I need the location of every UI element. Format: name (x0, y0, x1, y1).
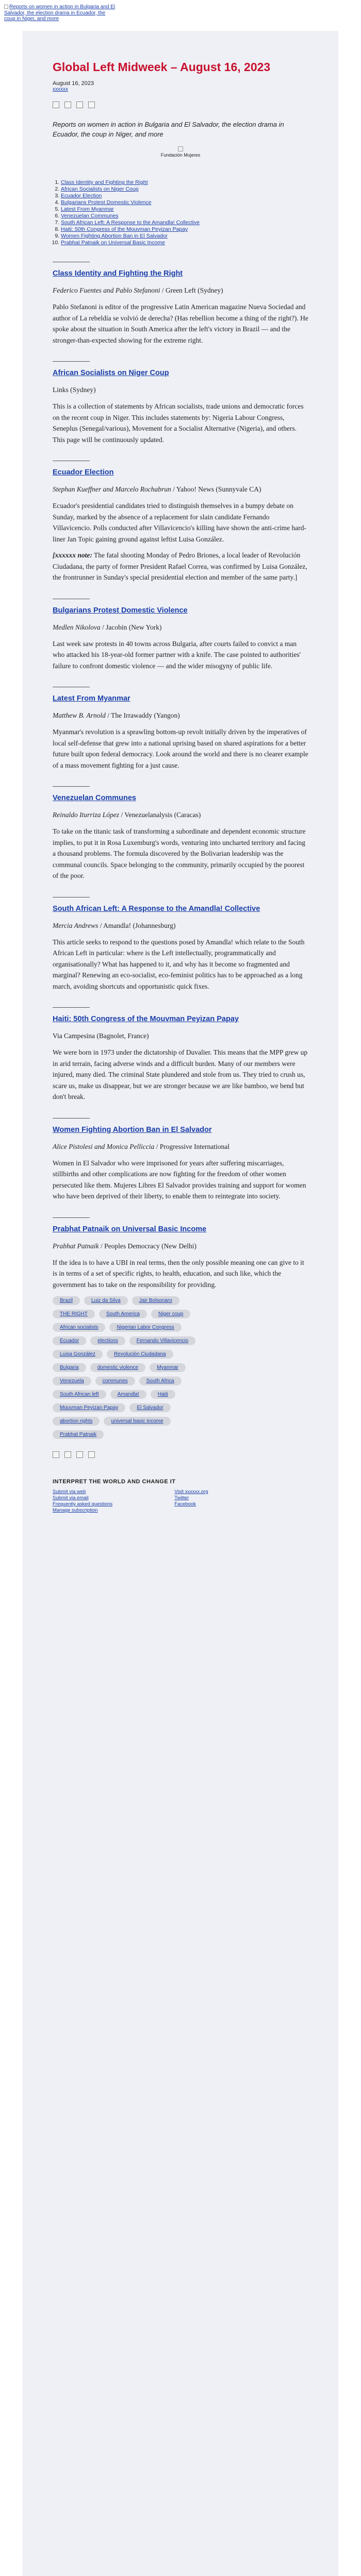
byline-source: / Peoples Democracy (New Delhi) (99, 1242, 196, 1250)
tag[interactable]: universal basic income (104, 1417, 170, 1426)
toc-link[interactable]: Women Fighting Abortion Ban in El Salvador (61, 233, 168, 239)
intro-text: Reports on women in action in Bulgaria and El Salvador, the election drama in Ecuador, the coup in Niger, and more (53, 121, 284, 138)
article-byline (53, 285, 308, 296)
tag[interactable]: communes (95, 1377, 135, 1385)
visit-site-link[interactable]: Visit xxxxxx.org (174, 1489, 208, 1495)
byline-source: / Venezuelanalysis (Caracas) (119, 811, 201, 819)
article (53, 599, 308, 672)
email-icon[interactable] (88, 1451, 95, 1458)
table-of-contents (53, 179, 308, 246)
article-body: If the idea is to have a UBI in real terms, then the only possible meaning one can give to it is in terms of a set of specific rights, to health, education, and such like, which the government has to take on the responsibility for providing. (53, 1258, 304, 1289)
featured-image (53, 146, 308, 158)
tag[interactable]: abortion rights (53, 1417, 100, 1426)
image-icon (178, 146, 183, 151)
article (53, 1007, 308, 1103)
tag[interactable]: Niger coup (151, 1310, 190, 1318)
article-title[interactable]: Women Fighting Abortion Ban in El Salvador (53, 1125, 212, 1134)
toc-link[interactable]: Class Identity and Fighting the Right (61, 179, 148, 185)
byline-source: / Yahoo! News (Sunnyvale CA) (171, 485, 261, 493)
article (53, 361, 308, 445)
article-body: To take on the titanic task of transforming a subordinate and dependent economic structure implies, to put it in Rosa Luxemburg's words, venturing into uncharted territory and facing a thousand problems. The formula discovered by the Bolivarian leadership was the communal councils. Space belonging to the community, primarily occupied by the poorest of the poor. (53, 827, 306, 879)
article (53, 786, 308, 882)
article-body: Women in El Salvador who were imprisoned for years after suffering miscarriages, stillbirths and other complications are now fighting for the freedom of other women persecuted like them. Mujeres Libres El Salvador provides training and support for women who have been deprived of their liberty, to enable them to reintegrate into society. (53, 1159, 306, 1200)
article (53, 262, 308, 346)
tag[interactable]: Mouvman Peyizan Papay (53, 1403, 125, 1412)
tag[interactable]: Myanmar (150, 1363, 186, 1372)
tag[interactable]: elections (90, 1336, 125, 1345)
tag[interactable]: Brazil (53, 1296, 80, 1305)
image-caption: Fundación Mujeres (160, 152, 201, 158)
email-icon[interactable] (88, 101, 95, 108)
article-title[interactable]: Bulgarians Protest Domestic Violence (53, 606, 188, 615)
article-body: We were born in 1973 under the dictatorship of Duvalier. This means that the MPP grew up in arid terrain, facing adverse winds and a difficult burden. Many of our members were injured, many died. The criminal State plundered and stole from us. They tried to crush us, scare us, make us disappear, but we are stronger because we are like bamboo, we bend but don't break. (53, 1048, 308, 1100)
toc-item (61, 233, 308, 240)
editor-note (53, 550, 308, 583)
article-body: Myanmar's revolution is a sprawling bottom-up revolt initially driven by the imperatives of local self-defense that grew into a national uprising based on shared aspirations for a better future built upon federal democracy. Look around the world and there is no clearer example of a mass movement fighting for a just cause. (53, 728, 308, 769)
byline-authors: Matthew B. Arnold (53, 711, 106, 719)
manage-subscription-link[interactable]: Manage subscription (53, 1507, 98, 1513)
toc-link[interactable]: Prabhat Patnaik on Universal Basic Income (61, 240, 165, 246)
publisher-link[interactable]: xxxxxx (53, 87, 68, 92)
article-byline (53, 384, 308, 396)
twitter-icon[interactable] (64, 1451, 71, 1458)
byline-authors: Federico Fuentes and Pablo Stefanoni (53, 286, 160, 294)
byline-source: / The Irrawaddy (Yangon) (105, 711, 180, 719)
submit-email-link[interactable]: Submit via email (53, 1495, 89, 1501)
social-share-top (53, 101, 308, 108)
tag[interactable]: Bulgaria (53, 1363, 86, 1372)
article-byline (53, 1241, 308, 1252)
byline-source: / Green Left (Sydney) (160, 286, 223, 294)
divider (53, 1007, 90, 1008)
toc-item (61, 206, 308, 213)
divider (53, 361, 90, 362)
page-title: Global Left Midweek – August 16, 2023 (53, 60, 271, 74)
footer-right-column (174, 1489, 208, 1514)
tag[interactable]: Nigerian Labor Congress (109, 1323, 181, 1332)
footer-links (53, 1489, 308, 1514)
byline-authors: Medlen Nikolova (53, 623, 101, 631)
issue-date: August 16, 2023 (53, 80, 94, 87)
byline-source: / Progressive International (154, 1142, 230, 1150)
tag[interactable]: South America (99, 1310, 147, 1318)
toc-item (61, 213, 308, 219)
linkedin-icon[interactable] (76, 1451, 83, 1458)
article-byline (53, 1141, 308, 1153)
facebook-icon[interactable] (53, 1451, 59, 1458)
tag[interactable]: Haiti (151, 1390, 175, 1399)
article-title[interactable]: Haiti: 50th Congress of the Mouvman Peyizan Papay (53, 1015, 239, 1023)
article-title[interactable]: Latest From Myanmar (53, 694, 130, 703)
tag[interactable]: THE RIGHT (53, 1310, 95, 1318)
toc-link[interactable]: Bulgarians Protest Domestic Violence (61, 199, 152, 206)
toc-item (61, 240, 308, 246)
byline-source: Links (Sydney) (53, 386, 96, 394)
tag[interactable]: South African left (53, 1390, 106, 1399)
article-title[interactable]: Ecuador Election (53, 468, 114, 477)
article-byline (53, 622, 308, 633)
tag[interactable]: Luisa González (53, 1350, 103, 1359)
tag[interactable]: African socialists (53, 1323, 105, 1332)
note-text: The fatal shooting Monday of Pedro Briones, a local leader of Revolución Ciudadana, the party of former President Rafael Correa, was confirmed by Luisa González, the frontrunner in Sunday's special presidential election and member of the same party.] (53, 551, 307, 581)
tag[interactable]: Prabhat Patnaik (53, 1430, 104, 1439)
toc-item (61, 193, 308, 199)
twitter-icon[interactable] (64, 101, 71, 108)
article-body: This is a collection of statements by African socialists, trade unions and democratic forces on the recent coup in Niger. This includes statements by: Nigeria Labour Congress, Seneplus (Senegal/various), Movement for a Socialist Alternative (Nigeria), and others. This page will be continuously updated. (53, 402, 304, 444)
facebook-icon[interactable] (53, 101, 59, 108)
toc-item (61, 179, 308, 186)
byline-source: / Jacobin (New York) (100, 623, 162, 631)
article-body: Last week saw protests in 40 towns across Bulgaria, after courts failed to convict a man who attacked his 18-year-old former partner with a knife. The case pointed to authorities' failure to confront domestic violence — and the wider misogyny of public life. (53, 639, 301, 670)
byline-source: Via Campesina (Bagnolet, France) (53, 1032, 149, 1040)
twitter-link[interactable]: Twitter (174, 1495, 189, 1501)
faq-link[interactable]: Frequently asked questions (53, 1501, 113, 1507)
article (53, 1118, 308, 1202)
newsletter-body (23, 31, 338, 2576)
toc-link[interactable]: African Socialists on Niger Coup (61, 186, 139, 192)
toc-link[interactable]: Ecuador Election (61, 193, 102, 199)
article (53, 1217, 308, 1291)
article-title[interactable]: Prabhat Patnaik on Universal Basic Income (53, 1225, 207, 1233)
toc-item (61, 219, 308, 226)
tag-list (53, 1296, 207, 1439)
divider (53, 1217, 90, 1218)
social-share-bottom (53, 1451, 308, 1458)
byline-authors: Reinaldo Iturriza López (53, 811, 120, 819)
article-byline (53, 710, 308, 721)
tag[interactable]: Jair Bolsonaro (132, 1296, 179, 1305)
tag[interactable]: South Africa (139, 1377, 182, 1385)
tag[interactable]: domestic violence (90, 1363, 145, 1372)
toc-link[interactable]: Venezuelan Communes (61, 213, 119, 219)
tag[interactable]: El Salvador (129, 1403, 170, 1412)
byline-authors: Mercia Andrews (53, 921, 99, 929)
footer (53, 1479, 308, 1514)
article-body: Pablo Stefanoni is editor of the progressive Latin American magazine Nueva Sociedad and author of La rebeldía se volvió de derecha? (Has rebellion become a thing of the right?). He spoke about the situation in South America after the left's victory in Brazil — and the stronger-than-expected showing for the extreme right. (53, 303, 308, 344)
toc-item (61, 186, 308, 193)
footer-title: INTERPRET THE WORLD AND CHANGE IT (53, 1479, 176, 1485)
byline-authors: Stephan Kueffner and Marcelo Rochabrun (53, 485, 171, 493)
tag[interactable]: Luiz da Silva (84, 1296, 128, 1305)
article-title[interactable]: African Socialists on Niger Coup (53, 369, 169, 377)
tag[interactable]: Amandla! (110, 1390, 146, 1399)
article-body: Ecuador's presidential candidates tried to distinguish themselves in a bumpy debate on Sunday, marked by the absence of a replacement for slain candidate Fernando Villavicencio. Polls conducted after Villavicencio's killing have shown the anti-crime hard-liner Jan Topic gaining ground against leftist Luisa González. (53, 502, 307, 543)
footer-left-column (53, 1489, 112, 1514)
article-byline (53, 809, 308, 821)
article (53, 687, 308, 771)
tag[interactable]: Venezuela (53, 1377, 91, 1385)
note-label: [xxxxxx note: (53, 551, 92, 559)
tag[interactable]: Revolución Ciudadana (107, 1350, 173, 1359)
article-title[interactable]: Class Identity and Fighting the Right (53, 269, 183, 278)
article-title[interactable]: South African Left: A Response to the Amandla! Collective (53, 904, 260, 913)
facebook-link[interactable]: Facebook (174, 1501, 196, 1507)
article-byline (53, 920, 308, 931)
article-body: This article seeks to respond to the questions posed by Amandla! which relate to the South African Left in particular: where is the Left intellectually, programmatically and organisationally? What has happened to it, and why has it become so fragmented and marginal? Renewing an eco-socialist, eco-feminist politics has to be approached as a long march, avoiding shortcuts and opportunistic quick fixes. (53, 938, 305, 990)
tag[interactable]: Fernando Villavicencio (129, 1336, 195, 1345)
toc-link[interactable]: Latest From Myanmar (61, 206, 114, 212)
article-byline (53, 1030, 308, 1042)
article (53, 461, 308, 583)
toc-link[interactable]: Haiti: 50th Congress of the Mouvman Peyizan Papay (61, 226, 188, 232)
divider (53, 786, 90, 787)
byline-authors: Alice Pistolesi and Monica Pelliccia (53, 1142, 155, 1150)
broken-image-icon (4, 5, 8, 9)
byline-authors: Prabhat Patnaik (53, 1242, 99, 1250)
toc-link[interactable]: South African Left: A Response to the Amandla! Collective (61, 219, 200, 226)
article (53, 897, 308, 992)
byline-source: / Amandla! (Johannesburg) (98, 921, 176, 929)
toc-item (61, 226, 308, 233)
toc-item (61, 199, 308, 206)
article-byline (53, 484, 308, 495)
header-image-alt[interactable]: Reports on women in action in Bulgaria and El Salvador, the election drama in Ecuador, the coup in Niger, and more (4, 4, 116, 22)
submit-web-link[interactable]: Submit via web (53, 1489, 86, 1495)
tag[interactable]: Ecuador (53, 1336, 86, 1345)
article-title[interactable]: Venezuelan Communes (53, 794, 136, 802)
linkedin-icon[interactable] (76, 101, 83, 108)
